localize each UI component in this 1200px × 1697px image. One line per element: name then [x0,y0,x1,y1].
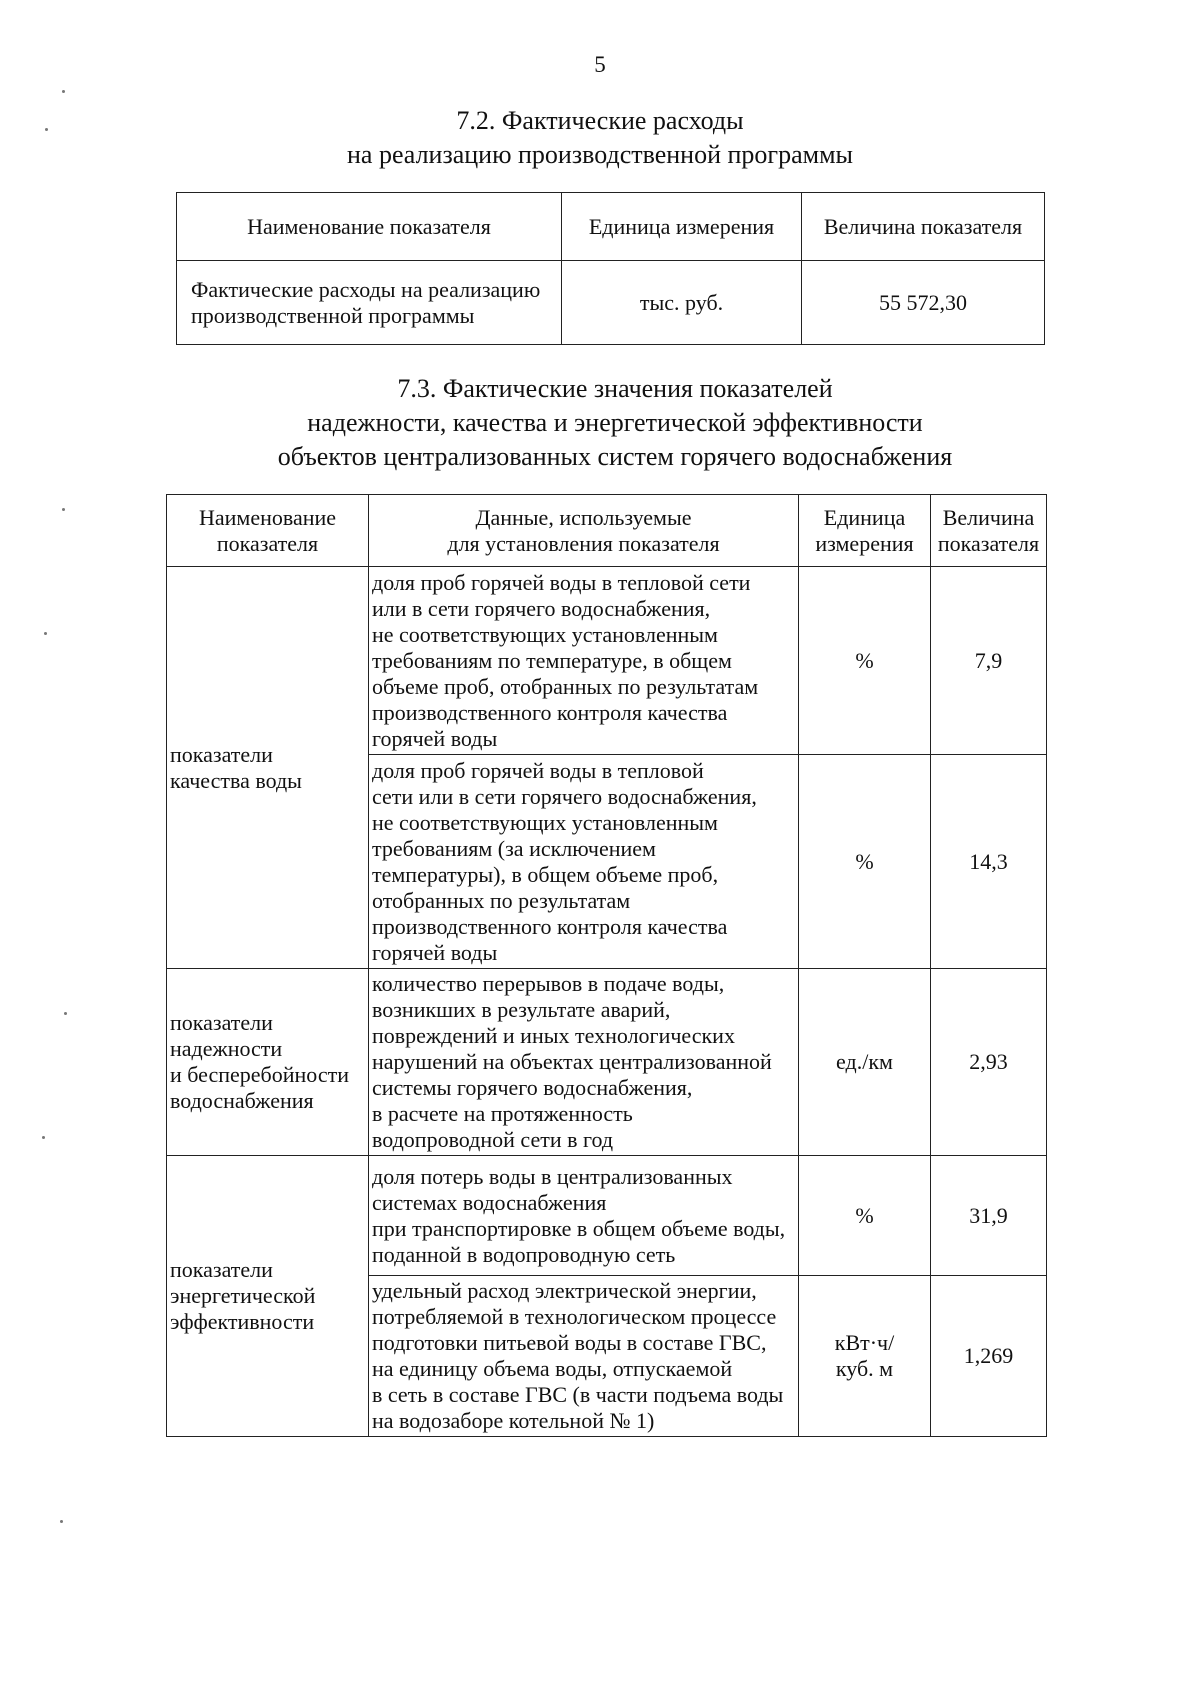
header-indicator-name: Наименование показателя [177,193,562,261]
description-line: или в сети горячего водоснабжения, [372,595,711,621]
indicator-value: 31,9 [931,1156,1047,1276]
indicator-description [369,755,799,969]
description-line: подготовки питьевой воды в составе ГВС, [372,1330,767,1355]
indicator-value: 7,9 [931,567,1047,755]
section-7-3-title-line: 7.3. Фактические значения показателей [397,374,833,403]
group-name-line: и бесперебойности [170,1062,349,1087]
section-7-3-title-line: объектов централизованных систем горячего водоснабжения [277,442,953,471]
table-row [167,567,1047,755]
section-7-2-title [0,104,1200,172]
indicator-group-reliability [167,969,369,1156]
section-7-2-title-line: на реализацию производственной программы [346,140,853,169]
expenses-table-row [177,261,1045,345]
description-line: поданной в водопроводную сеть [372,1241,676,1267]
indicator-value: 1,269 [931,1276,1047,1437]
expenses-table [176,192,1045,345]
description-line: доля проб горячей воды в тепловой сети [372,569,751,595]
page-number: 5 [594,52,606,77]
description-line: горячей воды [372,939,498,965]
indicator-value: 2,93 [931,969,1047,1156]
scan-speck [62,90,65,93]
description-line: сети или в сети горячего водоснабжения, [372,783,757,809]
description-line: доля потерь воды в централизованных [372,1163,733,1189]
header-line: показателя [937,530,1040,556]
indicator-unit [799,1156,931,1276]
header-line: Наименование [198,504,337,530]
scan-speck [64,1012,67,1015]
description-line: доля проб горячей воды в тепловой [372,757,704,783]
header-line: показателя [216,530,319,556]
expenses-table-header-row [177,193,1045,261]
indicator-description [369,969,799,1156]
description-line: в расчете на протяженность [372,1101,633,1126]
section-7-3-title-line: надежности, качества и энергетической эффективности [307,408,923,437]
header-line: Величина [942,504,1035,530]
description-line: водопроводной сети в год [372,1127,614,1152]
description-line: горячей воды [372,725,498,751]
description-line: возникших в результате аварий, [372,997,671,1022]
scan-speck [62,508,65,511]
description-line: количество перерывов в подаче воды, [372,971,725,996]
description-line: в сеть в составе ГВС (в части подъема воды [372,1382,784,1407]
description-line: при транспортировке в общем объеме воды, [372,1215,786,1241]
header-value [931,495,1047,567]
group-name-line: показатели [170,1257,273,1282]
header-data-used [369,495,799,567]
group-name-line: эффективности [170,1309,315,1334]
expense-unit: тыс. руб. [562,261,802,345]
header-line: Единица [823,504,906,530]
indicator-unit [799,567,931,755]
expense-indicator-line: производственной программы [191,302,475,328]
group-name-line: надежности [170,1036,283,1061]
unit-line: куб. м [835,1356,894,1381]
indicator-description [369,1156,799,1276]
scan-speck [44,632,47,635]
description-line: системах водоснабжения [372,1189,607,1215]
description-line: системы горячего водоснабжения, [372,1075,693,1100]
section-7-2-title-line: 7.2. Фактические расходы [456,106,744,135]
header-line: измерения [815,530,914,556]
scan-speck [60,1520,63,1523]
header-indicator-name [167,495,369,567]
expense-indicator-line: Фактические расходы на реализацию [191,276,541,302]
description-line: производственного контроля качества [372,913,728,939]
description-line: производственного контроля качества [372,699,728,725]
group-name-line: водоснабжения [170,1088,314,1113]
indicator-unit [799,969,931,1156]
unit-line: % [855,848,874,874]
group-name-line: качества воды [170,767,302,793]
table-row [167,969,1047,1156]
indicator-unit [799,1276,931,1437]
description-line: требованиям по температуре, в общем [372,647,732,673]
indicators-table-header-row [167,495,1047,567]
unit-line: % [855,647,874,673]
description-line: требованиям (за исключением [372,835,656,861]
indicator-unit [799,755,931,969]
unit-line: ед./км [836,1049,893,1074]
scan-speck [45,128,48,131]
description-line: не соответствующих установленным [372,809,718,835]
unit-line: кВт·ч/ [834,1330,895,1355]
expense-value: 55 572,30 [802,261,1045,345]
indicator-description [369,1276,799,1437]
description-line: нарушений на объектах централизованной [372,1049,772,1074]
header-value: Величина показателя [802,193,1045,261]
indicator-group-water-quality [167,567,369,969]
header-line: Данные, используемые [475,504,692,530]
expense-indicator-name [177,261,562,345]
group-name-line: показатели [170,1010,273,1035]
indicator-description [369,567,799,755]
description-line: температуры), в общем объеме проб, [372,861,719,887]
description-line: удельный расход электрической энергии, [372,1278,757,1303]
section-7-3-title [0,372,1200,474]
description-line: на водозаборе котельной № 1) [372,1408,655,1433]
header-unit [799,495,931,567]
header-line: для установления показателя [447,530,720,556]
description-line: объеме проб, отобранных по результатам [372,673,759,699]
description-line: на единицу объема воды, отпускаемой [372,1356,733,1381]
scan-speck [42,1136,45,1139]
description-line: отобранных по результатам [372,887,631,913]
unit-line: % [855,1202,874,1228]
description-line: потребляемой в технологическом процессе [372,1304,777,1329]
indicator-value: 14,3 [931,755,1047,969]
group-name-line: энергетической [170,1283,316,1308]
indicators-table [166,494,1047,1437]
description-line: не соответствующих установленным [372,621,718,647]
table-row [167,1156,1047,1276]
group-name-line: показатели [170,741,273,767]
description-line: повреждений и иных технологических [372,1023,735,1048]
indicator-group-energy-efficiency [167,1156,369,1437]
header-unit: Единица измерения [562,193,802,261]
